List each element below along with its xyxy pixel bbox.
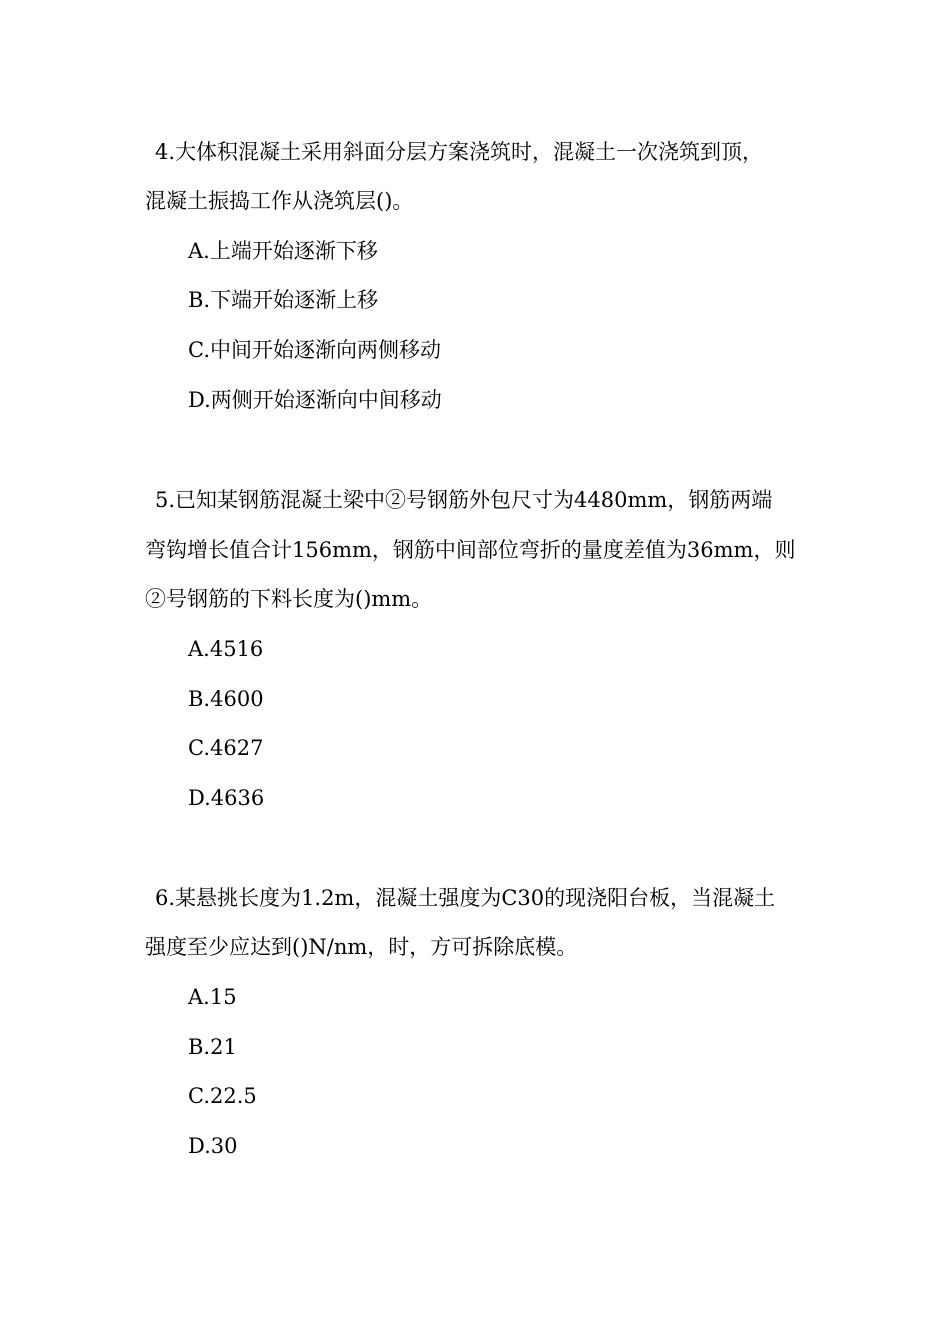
question-4-stem-line-2: 混凝土振捣工作从浇筑层()。: [145, 189, 414, 213]
question-5-stem-line-1: 5.已知某钢筋混凝土梁中②号钢筋外包尺寸为4480mm，钢筋两端: [155, 488, 773, 512]
question-5-option-d: D.4636: [188, 786, 265, 810]
question-5-option-a: A.4516: [188, 637, 264, 661]
question-4-option-b: B.下端开始逐渐上移: [188, 288, 379, 312]
question-5-option-b: B.4600: [188, 687, 264, 711]
question-4-option-d: D.两侧开始逐渐向中间移动: [188, 388, 442, 412]
question-6-stem-line-2: 强度至少应达到()N/nm，时，方可拆除底模。: [145, 935, 578, 959]
question-6-stem-line-1: 6.某悬挑长度为1.2m，混凝土强度为C30的现浇阳台板，当混凝土: [155, 886, 776, 910]
question-6-option-d: D.30: [188, 1134, 238, 1158]
question-5-stem-line-3: ②号钢筋的下料长度为()mm。: [145, 587, 433, 611]
question-5-option-c: C.4627: [188, 736, 264, 760]
question-6-option-a: A.15: [188, 985, 237, 1009]
question-5-stem-line-2: 弯钩增长值合计156mm，钢筋中间部位弯折的量度差值为36mm，则: [145, 538, 796, 562]
question-4-option-c: C.中间开始逐渐向两侧移动: [188, 338, 441, 362]
question-6-option-b: B.21: [188, 1035, 237, 1059]
question-4-stem-line-1: 4.大体积混凝土采用斜面分层方案浇筑时，混凝土一次浇筑到顶，: [155, 140, 764, 164]
question-4-option-a: A.上端开始逐渐下移: [188, 239, 378, 263]
question-6-option-c: C.22.5: [188, 1084, 257, 1108]
